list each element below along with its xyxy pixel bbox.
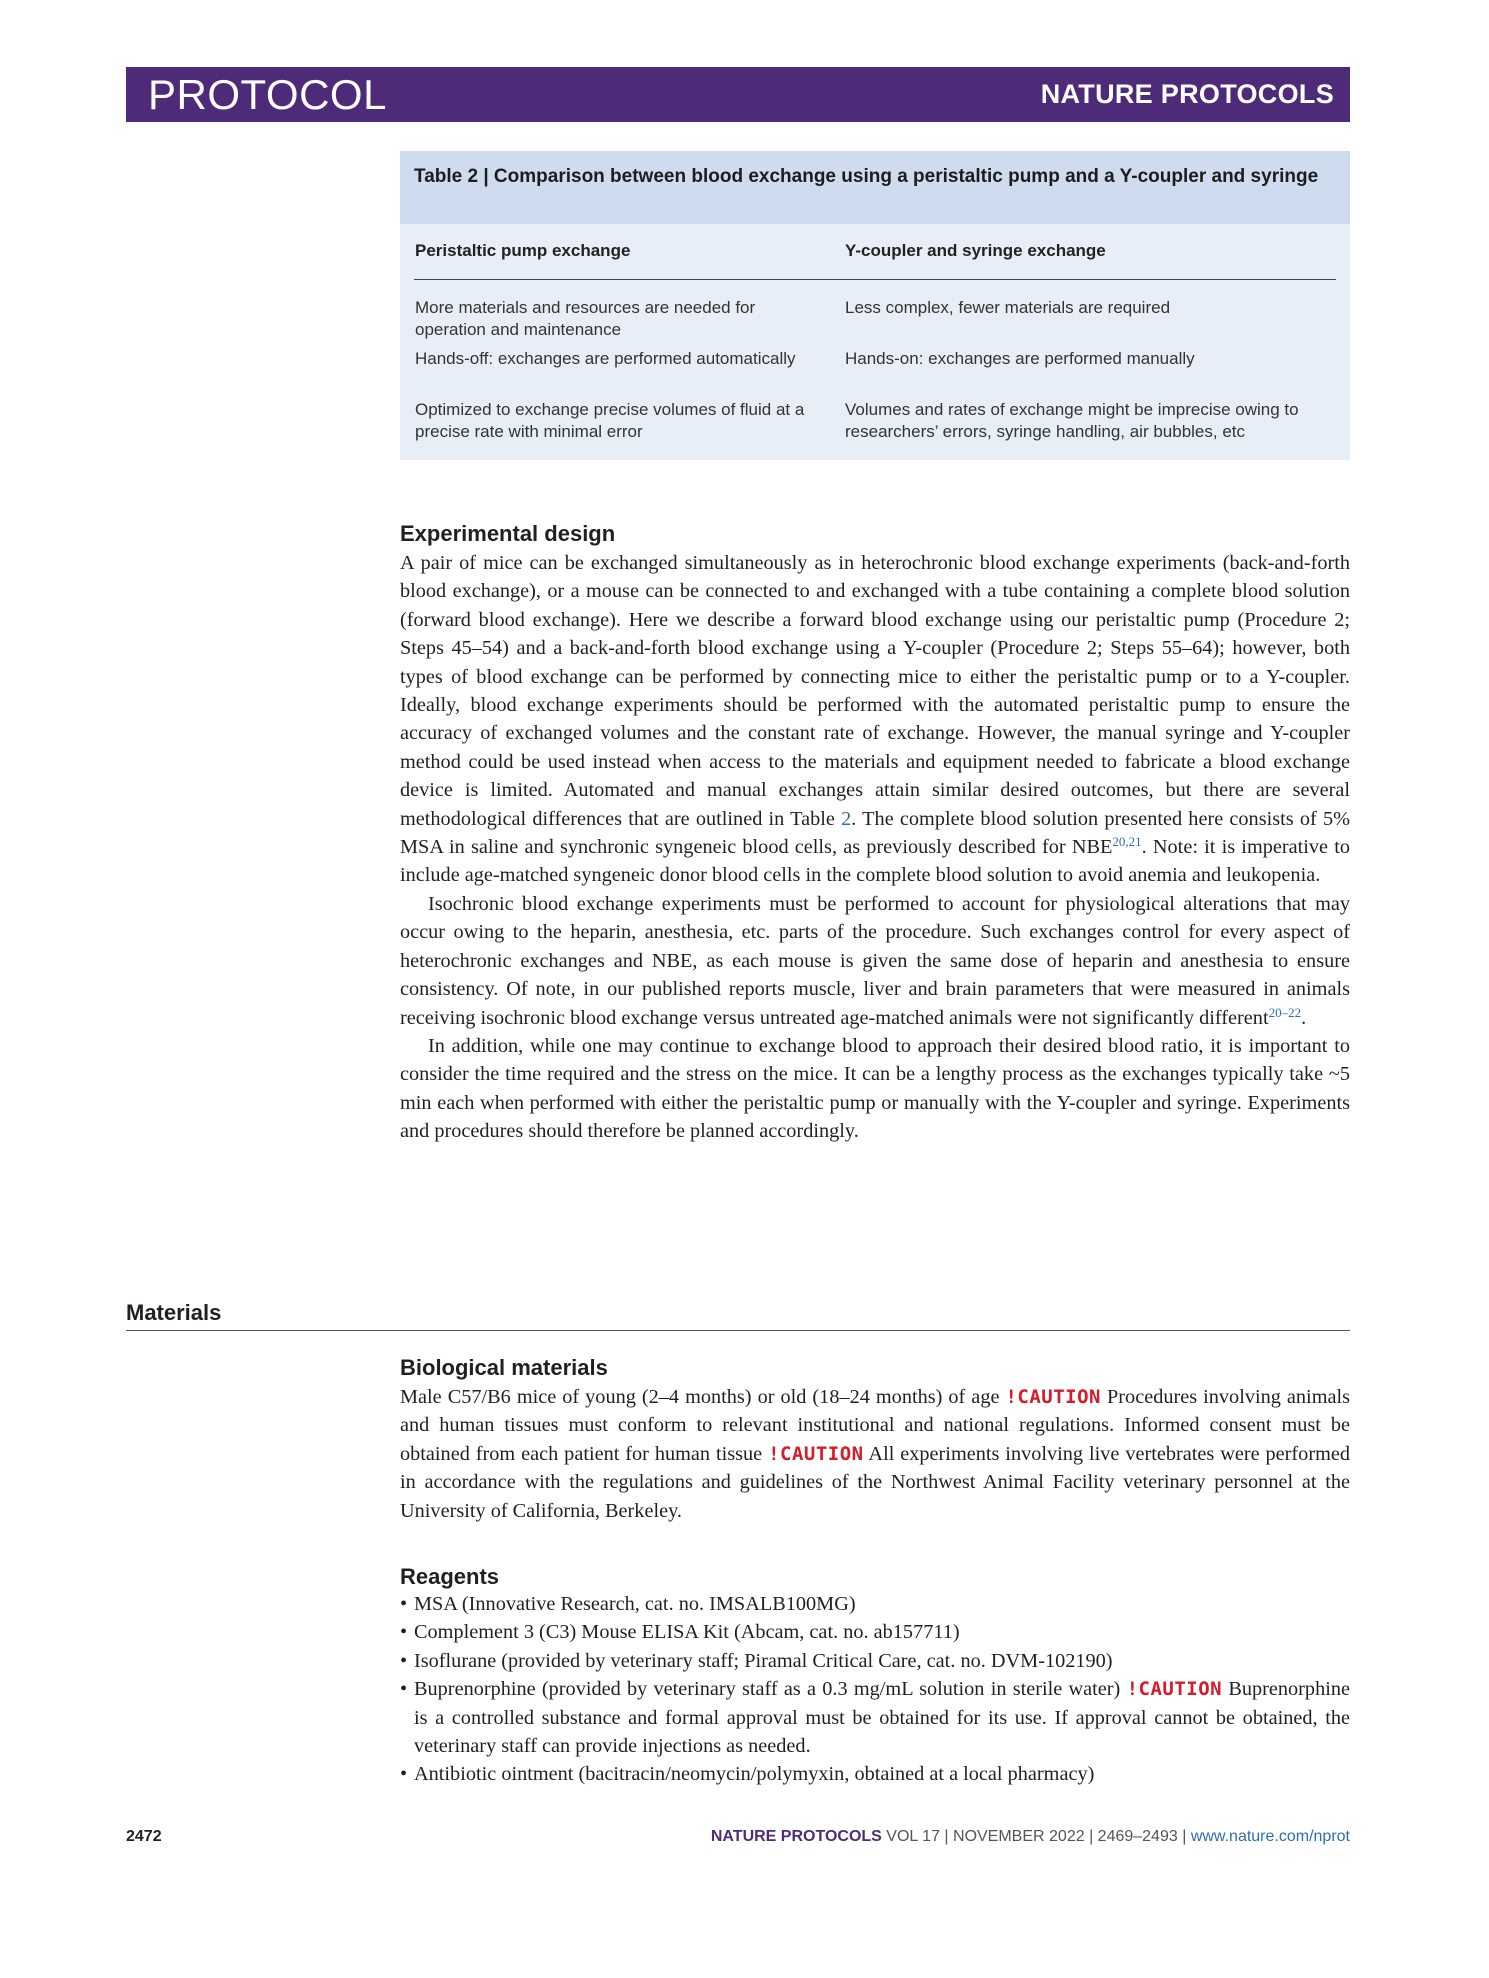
table-cell: Optimized to exchange precise volumes of fluid at a precise rate with minimal error bbox=[415, 400, 805, 441]
paragraph bbox=[400, 549, 1350, 890]
text-run: Isochronic blood exchange experiments must be performed to account for physiological alterations that may occur owing to the heparin, anesthesia, etc. parts of the procedure. Such exchanges control for every aspect of heterochronic exchanges and NBE, as each mouse is given the same dose of heparin and anesthesia to ensure consistency. Of note, in our published reports muscle, liver and brain parameters that were measured in animals receiving isochronic blood exchange versus untreated age-matched animals were not significantly different bbox=[400, 892, 1350, 1029]
paragraph: In addition, while one may continue to exchange blood to approach their desired blood ratio, it is important to consider the time required and the stress on the mice. It can be a lengthy process as the exchanges typically take ~5 min each when performed with either the peristaltic pump or manually with the Y-coupler and syringe. Experiments and procedures should therefore be planned accordingly. bbox=[400, 1034, 1350, 1143]
reagents-list bbox=[400, 1590, 1350, 1789]
table-cell: Volumes and rates of exchange might be imprecise owing to researchers’ errors, syringe handling, air bubbles, etc bbox=[845, 400, 1299, 441]
text-run: A pair of mice can be exchanged simultaneously as in heterochronic blood exchange experiments (back-and-forth blood exchange), or a mouse can be connected to and exchanged with a tube containing a complete blood solution (forward blood exchange). Here we describe a forward blood exchange using our peristaltic pump (Procedure 2; Steps 45–54) and a back-and-forth blood exchange using a Y-coupler (Procedure 2; Steps 55–64); however, both types of blood exchange can be performed by connecting mice to either the peristaltic pump or to a Y-coupler. Ideally, blood exchange experiments should be performed with the automated peristaltic pump to ensure the accuracy of exchanged volumes and the constant rate of exchange. However, the manual syringe and Y-coupler method could be used instead when access to the materials and equipment needed to fabricate a blood exchange device is limited. Automated and manual exchanges attain similar desired outcomes, but there are several methodological differences that are outlined in Table bbox=[400, 552, 1350, 830]
table-rule bbox=[414, 279, 1336, 280]
paragraph bbox=[400, 890, 1350, 1032]
page-number: 2472 bbox=[126, 1828, 162, 1845]
experimental-design-heading: Experimental design bbox=[400, 521, 616, 546]
citation-link[interactable]: 20–22 bbox=[1268, 1004, 1302, 1020]
list-item bbox=[400, 1675, 1350, 1760]
text-run: Male C57/B6 mice of young (2–4 months) or old (18–24 months) of age bbox=[400, 1386, 1006, 1408]
list-item: • MSA (Innovative Research, cat. no. IMSALB100MG) bbox=[400, 1590, 1350, 1618]
text-run: All experiments involving live vertebrates were performed in accordance with the regulations and guidelines of the Northwest Animal Facility veterinary personnel at the University of California, Berkeley. bbox=[400, 1442, 1350, 1522]
footer-volume-info: VOL 17 | NOVEMBER 2022 | 2469–2493 | bbox=[886, 1828, 1187, 1845]
paragraph bbox=[400, 1383, 1350, 1525]
table-cell: Hands-on: exchanges are performed manually bbox=[845, 349, 1195, 368]
citation-link[interactable]: 20,21 bbox=[1112, 834, 1142, 850]
text-run: Buprenorphine (provided by veterinary staff as a 0.3 mg/mL solution in sterile water) bbox=[414, 1678, 1127, 1701]
table-header-ycoupler: Y-coupler and syringe exchange bbox=[845, 241, 1106, 260]
text-run: . Note: it is imperative to include age-matched syngeneic donor blood cells in the complete blood solution to avoid anemia and leukopenia. bbox=[400, 836, 1350, 887]
table-header-row bbox=[400, 241, 1350, 271]
list-item: • Complement 3 (C3) Mouse ELISA Kit (Abcam, cat. no. ab157711) bbox=[400, 1618, 1350, 1646]
footer-citation bbox=[711, 1828, 1350, 1846]
text-run: . bbox=[1301, 1006, 1307, 1029]
table-2 bbox=[400, 151, 1350, 460]
section-title: Materials bbox=[126, 1300, 222, 1325]
experimental-design-text bbox=[400, 549, 1350, 1146]
text-run: Buprenorphine is a controlled substance and formal approval must be obtained for its use. If approval cannot be obtained, the veterinary staff can provide injections as needed. bbox=[414, 1678, 1350, 1758]
table-header-peristaltic: Peristaltic pump exchange bbox=[415, 241, 631, 260]
list-item: • Isoflurane (provided by veterinary staff; Piramal Critical Care, cat. no. DVM-102190) bbox=[400, 1647, 1350, 1675]
biological-materials-heading: Biological materials bbox=[400, 1355, 608, 1380]
article-type-label: PROTOCOL bbox=[148, 70, 387, 118]
table-cell: Less complex, fewer materials are required bbox=[845, 298, 1171, 317]
journal-name-header: NATURE PROTOCOLS bbox=[1040, 79, 1334, 109]
footer-journal-name: NATURE PROTOCOLS bbox=[710, 1828, 882, 1845]
table-caption: Table 2 | Comparison between blood exchange using a peristaltic pump and a Y-coupler and syringe bbox=[400, 151, 1350, 224]
list-item: • Antibiotic ointment (bacitracin/neomycin/polymyxin, obtained at a local pharmacy) bbox=[400, 1760, 1350, 1788]
page-header bbox=[126, 67, 1350, 122]
text-run: . The complete blood solution presented here consists of 5% MSA in saline and synchronic syngeneic blood cells, as previously described for NBE bbox=[400, 807, 1350, 859]
caution-label: !CAUTION bbox=[768, 1442, 864, 1465]
reagents-heading: Reagents bbox=[400, 1564, 500, 1589]
biological-materials-text bbox=[400, 1383, 1350, 1525]
text-run: Procedures involving animals and human tissues must conform to relevant institutional and national regulations. Informed consent must be obtained from each patient for human tissue bbox=[400, 1386, 1350, 1465]
table-ref-link[interactable]: 2 bbox=[841, 807, 852, 830]
materials-section-heading bbox=[126, 1300, 1350, 1331]
journal-url-link[interactable]: www.nature.com/nprot bbox=[1190, 1828, 1350, 1845]
table-cell: Hands-off: exchanges are performed automatically bbox=[415, 349, 796, 368]
caution-label: !CAUTION bbox=[1126, 1678, 1223, 1701]
caution-label: !CAUTION bbox=[1005, 1386, 1101, 1408]
table-cell: More materials and resources are needed for operation and maintenance bbox=[415, 298, 756, 339]
